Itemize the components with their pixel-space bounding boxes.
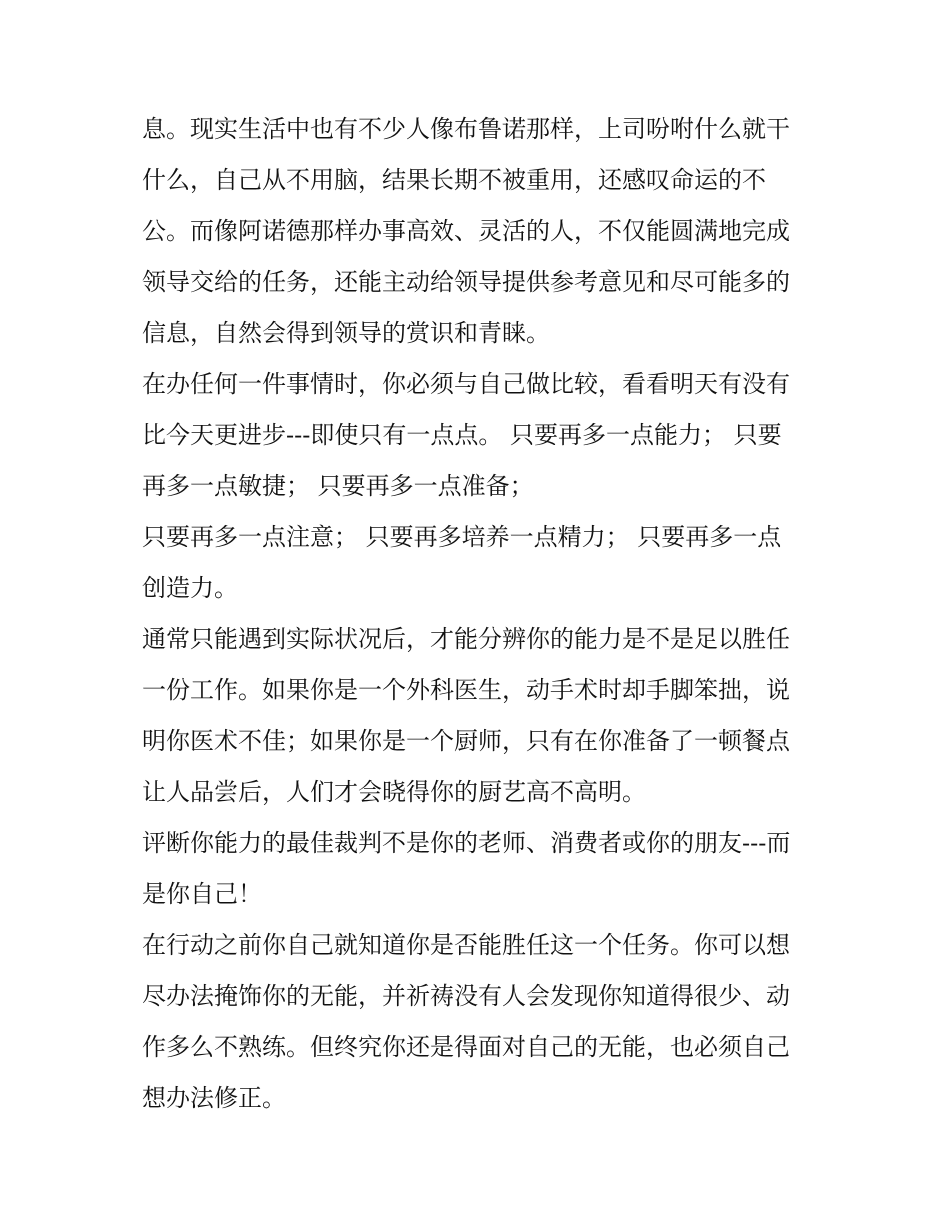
text-line: 领导交给的任务，还能主动给领导提供参考意见和尽可能多的 [142,268,790,296]
paragraph [142,359,814,512]
document-body [142,104,814,1124]
paragraph [142,818,814,920]
text-line: 作多么不熟练。但终究你还是得面对自己的无能，也必须自己 [142,1033,790,1061]
text-line: 是你自己！ [142,880,262,908]
text-line: 再多一点敏捷； 只要再多一点准备； [142,472,534,500]
text-line: 公。而像阿诺德那样办事高效、灵活的人，不仅能圆满地完成 [142,217,790,245]
text-line: 什么，自己从不用脑，结果长期不被重用，还感叹命运的不 [142,166,766,194]
paragraph [142,920,814,1124]
text-line: 在办任何一件事情时，你必须与自己做比较，看看明天有没有 [142,370,790,398]
text-line: 评断你能力的最佳裁判不是你的老师、消费者或你的朋友---而 [142,829,791,857]
text-line: 让人品尝后，人们才会晓得你的厨艺高不高明。 [142,778,646,806]
text-line: 通常只能遇到实际状况后，才能分辨你的能力是不是足以胜任 [142,625,790,653]
paragraph [142,512,814,614]
text-line: 想办法修正。 [142,1084,286,1112]
text-line: 信息，自然会得到领导的赏识和青睐。 [142,319,550,347]
text-line: 创造力。 [142,574,238,602]
text-line: 只要再多一点注意； 只要再多培养一点精力； 只要再多一点 [142,523,782,551]
text-line: 在行动之前你自己就知道你是否能胜任这一个任务。你可以想 [142,931,790,959]
text-line: 一份工作。如果你是一个外科医生，动手术时却手脚笨拙，说 [142,676,790,704]
paragraph [142,614,814,818]
text-line: 比今天更进步---即使只有一点点。 只要再多一点能力； 只要 [142,421,782,449]
text-line: 尽办法掩饰你的无能，并祈祷没有人会发现你知道得很少、动 [142,982,790,1010]
text-line: 息。现实生活中也有不少人像布鲁诺那样，上司吩咐什么就干 [142,115,790,143]
text-line: 明你医术不佳；如果你是一个厨师，只有在你准备了一顿餐点 [142,727,790,755]
paragraph [142,104,814,359]
